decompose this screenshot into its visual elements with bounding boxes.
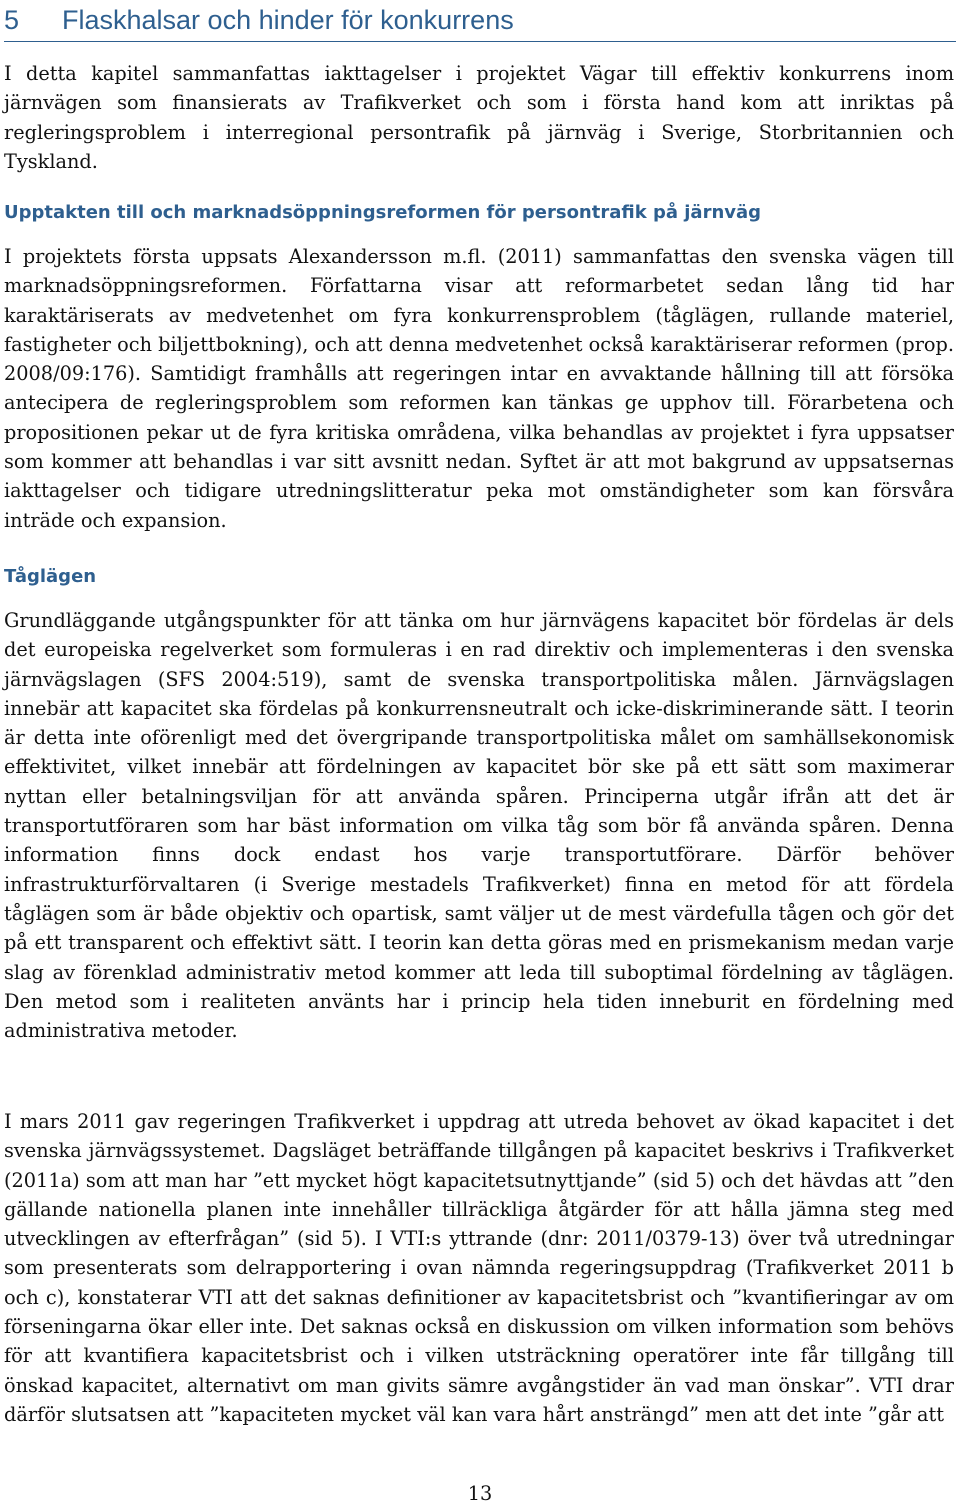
- page-number: 13: [467, 1482, 493, 1505]
- taglagen-paragraph-2: I mars 2011 gav regeringen Trafikverket i uppdrag att utreda behovet av ökad kapacitet i det svenska järnvägssystemet. Dagsläget beträffande tillgången på kapacitet beskrivs i Trafikverket (2011a) som att man har ”ett mycket högt kapacitetsutnyttjande” (sid 5) och det hävdas att ”den gällande nationella planen inte innehåller tillräckliga åtgärder för att hålla jämna steg med utvecklingen av efterfrågan” (sid 5). I VTI:s yttrande (dnr: 2011/0379-13) över två utredningar som presenterats som delrapportering i ovan nämnda regeringsuppdrag (Trafikverket 2011 b och c), konstaterar VTI att det saknas definitioner av kapacitetsbrist och ”kvantifieringar av om förseningarna ökar eller inte. Det saknas också en diskussion om vilken information som behövs för att kvantifiera kapacitetsbrist och i vilken utsträckning operatörer inte får tillgång till önskad kapacitet, alternativt om man givits sämre avgångstider än vad man önskar”. VTI drar därför slutsatsen att ”kapaciteten mycket väl kan vara hårt ansträngd” men att det inte ”går att: [4, 1110, 954, 1426]
- section-heading-upptakten: Upptakten till och marknadsöppningsreformen för persontrafik på järnväg: [4, 202, 762, 223]
- chapter-title: Flaskhalsar och hinder för konkurrens: [62, 5, 514, 35]
- upptakten-paragraph: I projektets första uppsats Alexandersson m.fl. (2011) sammanfattas den svenska vägen till marknadsöppningsreformen. Författarna visar att reformarbetet sedan lång tid har karaktäriserats av medvetenhet om fyra konkurrensproblem (tåglägen, rullande materiel, fastigheter och biljettbokning), och att denna medvetenhet också karaktäriserar reformen (prop. 2008/09:176). Samtidigt framhålls att regeringen intar en avvaktande hållning till att försöka antecipera de regleringsproblem som reformen kan tänkas ge upphov till. Förarbetena och propositionen pekar ut de fyra kritiska områdena, vilka behandlas av projektet i fyra uppsatser som kommer att behandlas i var sitt avsnitt nedan. Syftet är att mot bakgrund av uppsatsernas iakttagelser och tidigare utredningslitteratur peka mot omständigheter som kan försvåra inträde och expansion.: [4, 245, 954, 532]
- chapter-heading: [4, 2, 956, 42]
- chapter-number: 5: [4, 5, 20, 35]
- intro-paragraph: I detta kapitel sammanfattas iakttagelser i projektet Vägar till effektiv konkurrens inom järnvägen som finansierats av Trafikverket och som i första hand kom att inriktas på regleringsproblem i interregional persontrafik på järnväg i Sverige, Storbritannien och Tyskland.: [4, 62, 954, 173]
- taglagen-paragraph-1: Grundläggande utgångspunkter för att tänka om hur järnvägens kapacitet bör fördelas är dels det europeiska regelverket som formuleras i en rad direktiv och implementeras i den svenska järnvägslagen (SFS 2004:519), samt de svenska transportpolitiska målen. Järnvägslagen innebär att kapacitet ska fördelas på konkurrensneutralt och icke-diskriminerande sätt. I teorin är detta inte oförenligt med det övergripande transportpolitiska målet om samhällsekonomisk effektivitet, vilket innebär att fördelningen av kapacitet bör ske på ett sätt som maximerar nyttan eller betalningsviljan för att använda spåren. Principerna utgår ifrån att det är transportutföraren som har bäst information om vilka tåg som bör få använda spåren. Denna information finns dock endast hos varje transportutförare. Därför behöver infrastrukturförvaltaren (i Sverige mestadels Trafikverket) finna en metod för att fördela tåglägen som är både objektiv och opartisk, samt väljer ut de mest värdefulla tågen och gör det på ett transparent och effektivt sätt. I teorin kan detta göras med en prismekanism medan varje slag av förenklad administrativ metod kommer att leda till suboptimal fördelning av tåglägen. Den metod som i realiteten använts har i princip hela tiden inneburit en fördelning med administrativa metoder.: [4, 609, 954, 1043]
- section-heading-taglagen: Tåglägen: [4, 566, 97, 587]
